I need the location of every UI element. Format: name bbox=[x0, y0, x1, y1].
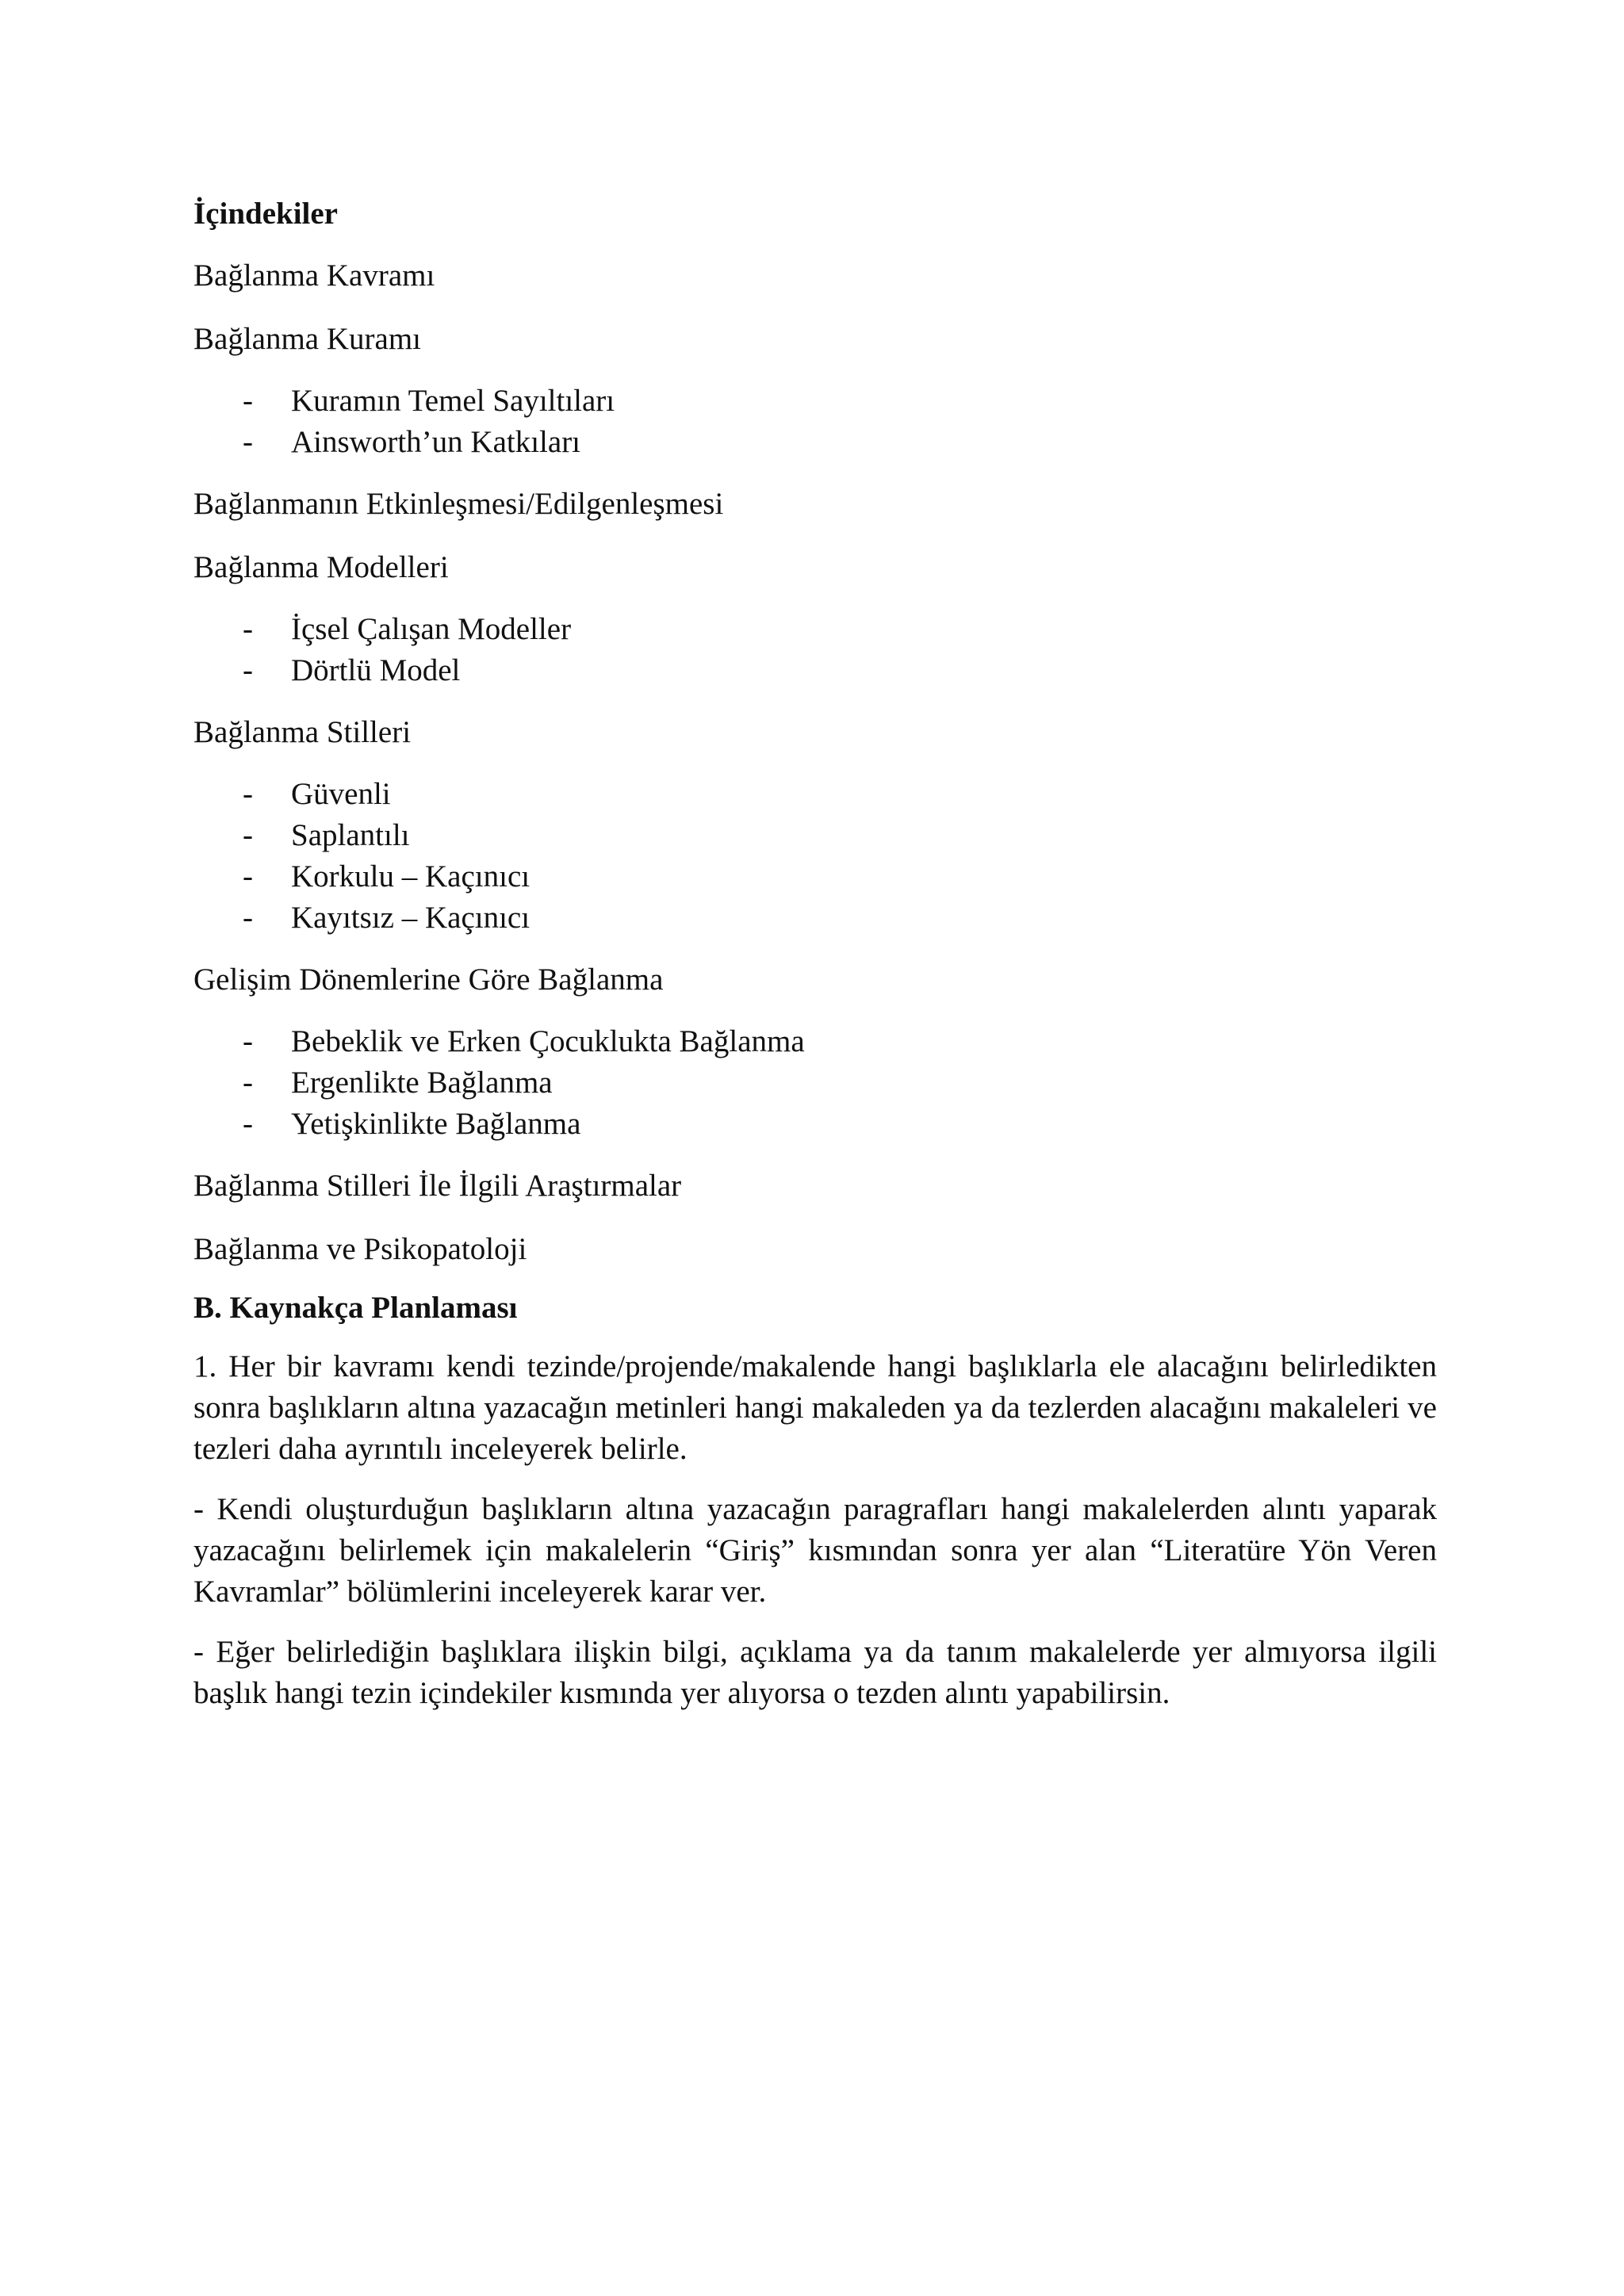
toc-subitem-label: Korkulu – Kaçınıcı bbox=[291, 859, 530, 894]
body-paragraph: - Kendi oluşturduğun başlıkların altına yazacağın paragrafları hangi makalelerden alıntı yaparak yazacağını belirlemek için makalelerin “Giriş” kısmından sonra yer alan “Literatüre Yön Veren Kavramlar” bölümlerini inceleyerek karar ver. bbox=[193, 1492, 1437, 1609]
page-content bbox=[193, 193, 1437, 1714]
toc-subitem bbox=[193, 609, 1437, 650]
toc-subitem-label: Yetişkinlikte Bağlanma bbox=[291, 1107, 581, 1141]
toc-subitem bbox=[193, 815, 1437, 856]
toc-subitem bbox=[193, 422, 1437, 463]
toc-subitem-label: İçsel Çalışan Modeller bbox=[291, 612, 572, 646]
toc-subitem bbox=[193, 1104, 1437, 1145]
toc-subitem bbox=[193, 381, 1437, 422]
toc-item: Bağlanma Modelleri bbox=[193, 550, 449, 584]
toc-subitem bbox=[193, 774, 1437, 815]
toc-item: Bağlanmanın Etkinleşmesi/Edilgenleşmesi bbox=[193, 487, 724, 521]
bullet-dash: - bbox=[243, 653, 253, 687]
toc-subitem-label: Bebeklik ve Erken Çocuklukta Bağlanma bbox=[291, 1024, 805, 1058]
bullet-dash: - bbox=[243, 901, 253, 935]
toc-subitem-label: Güvenli bbox=[291, 777, 391, 811]
toc-subitem-list bbox=[193, 381, 1437, 463]
bullet-dash: - bbox=[243, 777, 253, 811]
toc-subitem-label: Saplantılı bbox=[291, 818, 410, 852]
bullet-dash: - bbox=[243, 1024, 253, 1058]
toc-subitem bbox=[193, 1062, 1437, 1104]
plan-body bbox=[193, 1346, 1437, 1714]
toc-title: İçindekiler bbox=[193, 197, 338, 231]
toc-subitem-label: Ainsworth’un Katkıları bbox=[291, 425, 581, 459]
toc-item: Bağlanma Stilleri İle İlgili Araştırmalar bbox=[193, 1169, 682, 1203]
bullet-dash: - bbox=[243, 384, 253, 418]
bullet-dash: - bbox=[243, 425, 253, 459]
toc-item: Bağlanma ve Psikopatoloji bbox=[193, 1232, 527, 1266]
toc-subitem bbox=[193, 650, 1437, 691]
bullet-dash: - bbox=[243, 859, 253, 894]
toc-subitem bbox=[193, 897, 1437, 939]
toc-subitem-label: Kayıtsız – Kaçınıcı bbox=[291, 901, 530, 935]
toc-subitem bbox=[193, 856, 1437, 897]
toc-item: Bağlanma Stilleri bbox=[193, 715, 412, 749]
toc-item: Gelişim Dönemlerine Göre Bağlanma bbox=[193, 962, 664, 997]
toc-subitem-label: Ergenlikte Bağlanma bbox=[291, 1066, 553, 1100]
bullet-dash: - bbox=[243, 1107, 253, 1141]
bullet-dash: - bbox=[243, 612, 253, 646]
toc-subitem bbox=[193, 1021, 1437, 1062]
toc-item: Bağlanma Kuramı bbox=[193, 322, 421, 356]
toc-subitem-list bbox=[193, 1021, 1437, 1145]
toc-subitem-label: Kuramın Temel Sayıltıları bbox=[291, 384, 615, 418]
bullet-dash: - bbox=[243, 1066, 253, 1100]
toc-subitem-label: Dörtlü Model bbox=[291, 653, 461, 687]
toc-subitem-list bbox=[193, 774, 1437, 939]
body-paragraph: 1. Her bir kavramı kendi tezinde/projende/makalende hangi başlıklarla ele alacağını belirledikten sonra başlıkların altına yazacağın metinleri hangi makaleden ya da tezlerden alacağını makaleleri ve tezleri daha ayrıntılı inceleyerek belirle. bbox=[193, 1349, 1437, 1466]
toc-subitem-list bbox=[193, 609, 1437, 691]
section-heading-kaynakca: B. Kaynakça Planlaması bbox=[193, 1291, 518, 1325]
body-paragraph: - Eğer belirlediğin başlıklara ilişkin bilgi, açıklama ya da tanım makalelerde yer almıyorsa ilgili başlık hangi tezin içindekiler kısmında yer alıyorsa o tezden alıntı yapabilirsin. bbox=[193, 1635, 1437, 1710]
toc-item: Bağlanma Kavramı bbox=[193, 258, 435, 293]
toc-list bbox=[193, 255, 1437, 1270]
bullet-dash: - bbox=[243, 818, 253, 852]
